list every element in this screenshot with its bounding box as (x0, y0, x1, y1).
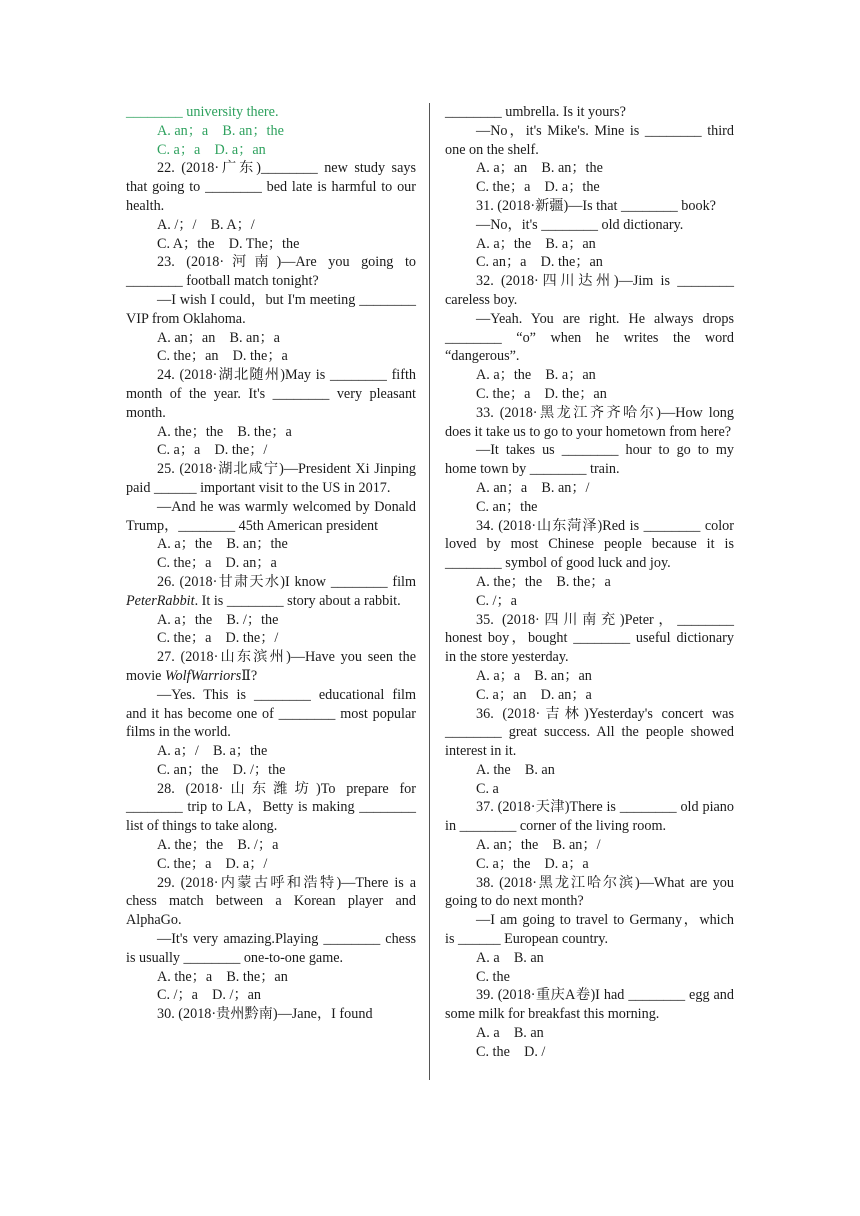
question-text: —It takes us ________ hour to go to my home town by ________ train. (445, 442, 734, 478)
question-text: —I wish I could，but I'm meeting ________ VIP from Oklahoma. (126, 291, 416, 327)
answer-choices: C. the；a D. the；an (476, 385, 607, 402)
answer-choices: C. an；the (476, 498, 538, 515)
question-text: 26. (2018·甘肃天水)I know ________ film PeterRabbit. It is ________ story about a rabbit. (126, 573, 416, 609)
question-text: 23. (2018·河南)—Are you going to ________ football match tonight? (126, 254, 416, 290)
question-text: 32. (2018·四川达州)—Jim is ________ careless boy. (445, 273, 734, 308)
answer-choices: A. /；/ B. A；/ (157, 216, 255, 233)
column-divider (429, 103, 430, 1080)
answer-choices: A. the；the B. the；a (157, 423, 292, 440)
question-text: 25. (2018·湖北咸宁)—President Xi Jinping paid ______ important visit to the US in 2017. (126, 461, 416, 496)
answer-choices: A. a；an B. an；the (476, 160, 603, 177)
question-text: ________ university there. (126, 104, 279, 120)
answer-choices: A. a；the B. an；the (157, 536, 288, 553)
question-text: 35. (2018·四川南充)Peter，________ honest boy，bought ________ useful dictionary in the store yesterday. (445, 611, 734, 666)
answer-choices: A. a；a B. an；an (476, 667, 592, 684)
question-text: 28. (2018·山东潍坊)To prepare for ________ trip to LA，Betty is making ________ list of things to take along. (126, 780, 416, 835)
question-text: 34. (2018·山东菏泽)Red is ________ color loved by most Chinese people because it is ________ symbol of good luck and joy. (445, 517, 734, 572)
answer-choices: C. a；a D. the；/ (157, 442, 268, 459)
question-text: 30. (2018·贵州黔南)—Jane，I found (157, 1006, 373, 1023)
question-text: 38. (2018·黑龙江哈尔滨)—What are you going to do next month? (445, 874, 734, 910)
question-text: 31. (2018·新疆)—Is that ________ book? (476, 197, 716, 214)
question-text: 29. (2018·内蒙古呼和浩特)—There is a chess match between a Korean player and AlphaGo. (126, 874, 416, 929)
answer-choices: A. the；the B. the；a (476, 573, 611, 590)
answer-choices: A. a B. an (476, 949, 544, 966)
question-text: 36. (2018·吉林)Yesterday's concert was ________ great success. All the people showed interest in it. (445, 705, 734, 760)
answer-choices: C. the；a D. a；/ (157, 855, 268, 872)
answer-choices: C. A；the D. The；the (157, 235, 300, 252)
question-text: ________ umbrella. Is it yours? (445, 104, 626, 120)
question-text: —And he was warmly welcomed by Donald Trump，________ 45th American president (126, 498, 416, 534)
answer-choices: C. the；a D. an；a (157, 555, 277, 572)
question-text: —I am going to travel to Germany，which is ______ European country. (445, 912, 734, 948)
question-text: —It's very amazing.Playing ________ chess is usually ________ one-to-one game. (126, 931, 416, 966)
answer-choices: A. a；/ B. a；the (157, 743, 268, 760)
answer-choices: A. the B. an (476, 761, 555, 778)
question-text: —Yeah. You are right. He always drops ________ “o” when he writes the word “dangerous”. (445, 310, 734, 365)
answer-choices: C. /；a (476, 592, 517, 609)
answer-choices: A. the；a B. the；an (157, 968, 288, 985)
answer-choices: C. an；a D. the；an (476, 254, 603, 271)
question-text: 22. (2018·广东)________ new study says that going to ________ bed late is harmful to our health. (126, 160, 416, 214)
question-text: —No，it's Mike's. Mine is ________ third one on the shelf. (445, 122, 734, 158)
question-text: —Yes. This is ________ educational film and it has become one of ________ most popular films in the world. (126, 686, 416, 741)
answer-choices: C. the；an D. the；a (157, 348, 288, 365)
answer-choices: A. a B. an (476, 1025, 544, 1042)
answer-choices: A. an；an B. an；a (157, 329, 280, 346)
answer-choices: C. a；an D. an；a (476, 686, 592, 703)
answer-choices: C. a (476, 780, 499, 797)
answer-choices: C. /；a D. /；an (157, 987, 262, 1004)
left-column (126, 103, 416, 1024)
question-text: 33. (2018·黑龙江齐齐哈尔)—How long does it take us to go to your hometown from here? (445, 404, 734, 440)
answer-choices: C. the (476, 968, 510, 985)
answer-choices: C. the；a D. a；the (476, 179, 600, 196)
answer-choices: A. a；the B. /；the (157, 611, 279, 628)
question-text: 24. (2018·湖北随州)May is ________ fifth month of the year. It's ________ very pleasant month. (126, 367, 416, 421)
answer-choices: A. a；the B. a；an (476, 235, 596, 252)
answer-choices: A. an；the B. an；/ (476, 837, 601, 854)
answer-choices: A. an；a B. an；the (157, 122, 284, 139)
answer-choices: C. the D. / (476, 1043, 546, 1060)
question-text: 39. (2018·重庆A卷)I had ________ egg and some milk for breakfast this morning. (445, 987, 734, 1023)
answer-choices: C. a；a D. a；an (157, 141, 266, 158)
answer-choices: A. a；the B. a；an (476, 367, 596, 384)
answer-choices: A. the；the B. /；a (157, 837, 279, 854)
right-column (445, 103, 734, 1062)
answer-choices: A. an；a B. an；/ (476, 479, 590, 496)
answer-choices: C. the；a D. the；/ (157, 630, 279, 647)
question-text: 37. (2018·天津)There is ________ old piano in ________ corner of the living room. (445, 799, 734, 835)
question-text: 27. (2018·山东滨州)—Have you seen the movie WolfWarriorsⅡ? (126, 649, 416, 684)
answer-choices: C. an；the D. /；the (157, 761, 286, 778)
answer-choices: C. a；the D. a；a (476, 855, 589, 872)
question-text: —No，it's ________ old dictionary. (476, 216, 684, 233)
